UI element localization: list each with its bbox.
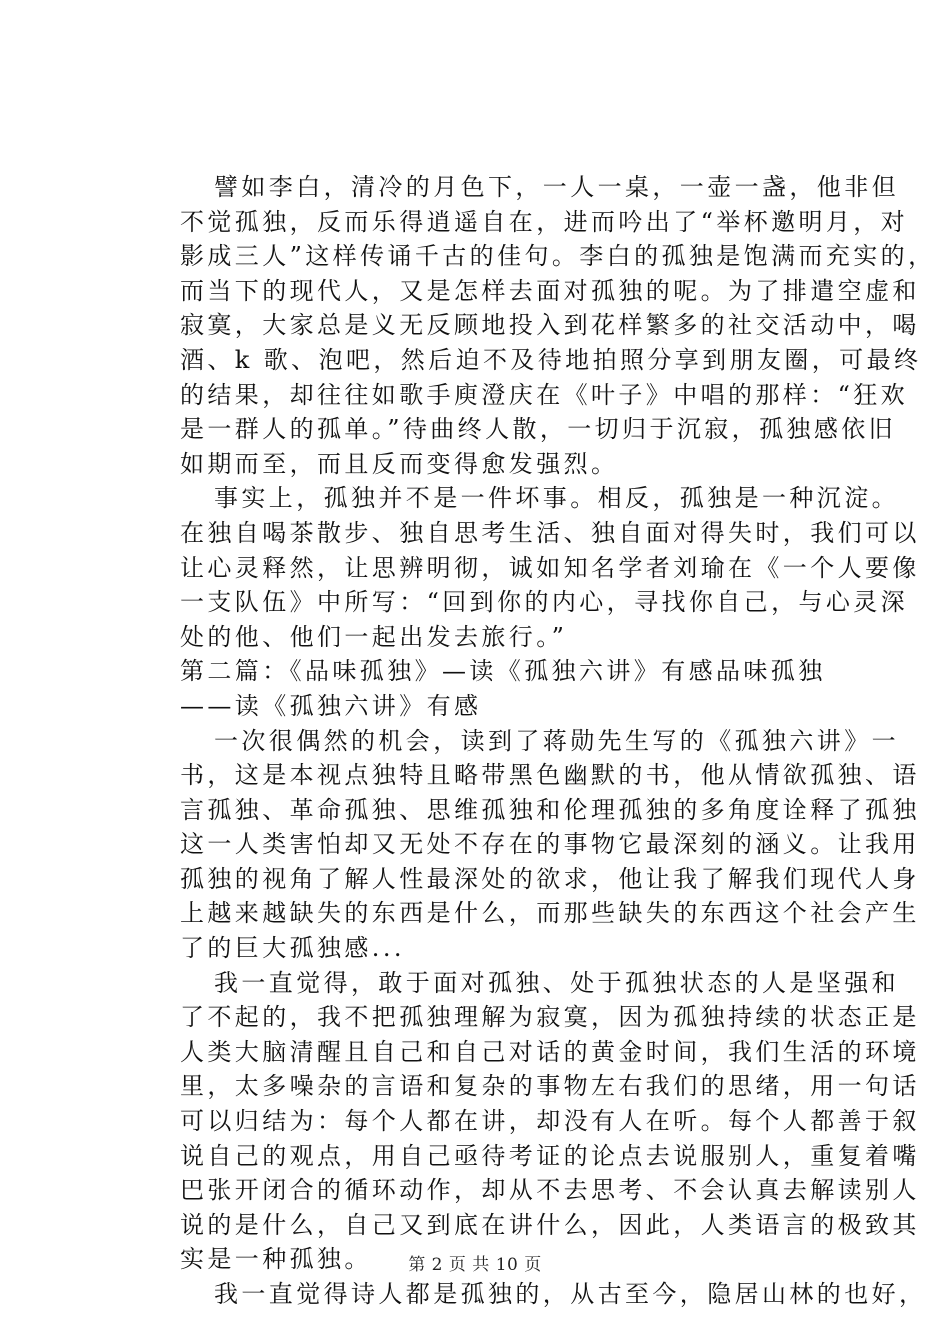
paragraph-poets xyxy=(146,1277,927,1312)
text-line: 处的他、他们一起出发去旅行。” xyxy=(180,622,568,651)
text-line: 是一群人的孤单。”待曲终人散，一切归于沉寂，孤独感依旧 xyxy=(180,415,897,444)
paragraph-solitude-not-bad xyxy=(146,481,920,654)
text-line: 了的巨大孤独感... xyxy=(180,934,405,963)
paragraph-facing-solitude xyxy=(146,966,920,1277)
paragraph-six-lectures xyxy=(146,724,920,966)
section-subheading: ——读《孤独六讲》有感 xyxy=(180,691,482,720)
text-line: 一次很偶然的机会，读到了蒋勋先生写的《孤独六讲》一 xyxy=(214,726,899,755)
text-line: 孤独的视角了解人性最深处的欲求，他让我了解我们现代人身 xyxy=(180,864,920,893)
text-line: 如期而至，而且反而变得愈发强烈。 xyxy=(180,449,619,478)
text-line: 我一直觉得诗人都是孤独的，从古至今，隐居山林的也好， xyxy=(214,1280,927,1308)
text-line: 一支队伍》中所写：“回到你的内心，寻找你自己，与心灵深 xyxy=(180,588,909,617)
text-line: 事实上，孤独并不是一件坏事。相反，孤独是一种沉淀。 xyxy=(214,484,899,513)
text-line: 的结果，却往往如歌手庾澄庆在《叶子》中唱的那样：“狂欢 xyxy=(180,380,909,409)
paragraph-li-bai xyxy=(146,170,936,481)
text-line: 这一人类害怕却又无处不存在的事物它最深刻的涵义。让我用 xyxy=(180,830,920,859)
document-body xyxy=(146,170,936,1312)
text-line: 说的是什么，自己又到底在讲什么，因此，人类语言的极致其 xyxy=(180,1210,920,1239)
text-line: 了不起的，我不把孤独理解为寂寞，因为孤独持续的状态正是 xyxy=(180,1003,920,1032)
text-line: 而当下的现代人，又是怎样去面对孤独的呢。为了排遣空虚和 xyxy=(180,276,920,305)
text-line: 酒、k 歌、泡吧，然后迫不及待地拍照分享到朋友圈，可最终 xyxy=(180,345,922,374)
text-line: 巴张开闭合的循环动作，却从不去思考、不会认真去解读别人 xyxy=(180,1176,920,1205)
text-line: 不觉孤独，反而乐得逍遥自在，进而吟出了“举杯邀明月，对 xyxy=(180,207,909,236)
text-line: 里，太多噪杂的言语和复杂的事物左右我们的思绪，用一句话 xyxy=(180,1072,920,1101)
page-number-footer: 第 2 页 共 10 页 xyxy=(408,1255,542,1275)
text-line: 影成三人”这样传诵千古的佳句。李白的孤独是饱满而充实的， xyxy=(180,242,936,271)
text-line: 可以归结为：每个人都在讲，却没有人在听。每个人都善于叙 xyxy=(180,1107,920,1136)
text-line: 说自己的观点，用自己亟待考证的论点去说服别人，重复着嘴 xyxy=(180,1141,920,1170)
text-line: 上越来越缺失的东西是什么，而那些缺失的东西这个社会产生 xyxy=(180,899,920,928)
text-line: 言孤独、革命孤独、思维孤独和伦理孤独的多角度诠释了孤独 xyxy=(180,795,920,824)
text-line: 譬如李白，清冷的月色下，一人一桌，一壶一盏，他非但 xyxy=(214,173,899,201)
section-heading: 第二篇：《品味孤独》—读《孤独六讲》有感品味孤独 xyxy=(180,657,826,686)
text-line: 让心灵释然，让思辨明彻，诚如知名学者刘瑜在《一个人要像 xyxy=(180,553,920,582)
text-line: 我一直觉得，敢于面对孤独、处于孤独状态的人是坚强和 xyxy=(214,968,899,997)
text-line: 寂寞，大家总是义无反顾地投入到花样繁多的社交活动中，喝 xyxy=(180,311,920,340)
text-line: 书，这是本视点独特且略带黑色幽默的书，他从情欲孤独、语 xyxy=(180,761,920,790)
text-line: 实是一种孤独。 xyxy=(180,1245,372,1274)
text-line: 人类大脑清醒且自己和自己对话的黄金时间，我们生活的环境 xyxy=(180,1037,920,1066)
text-line: 在独自喝茶散步、独自思考生活、独自面对得失时，我们可以 xyxy=(180,518,920,547)
